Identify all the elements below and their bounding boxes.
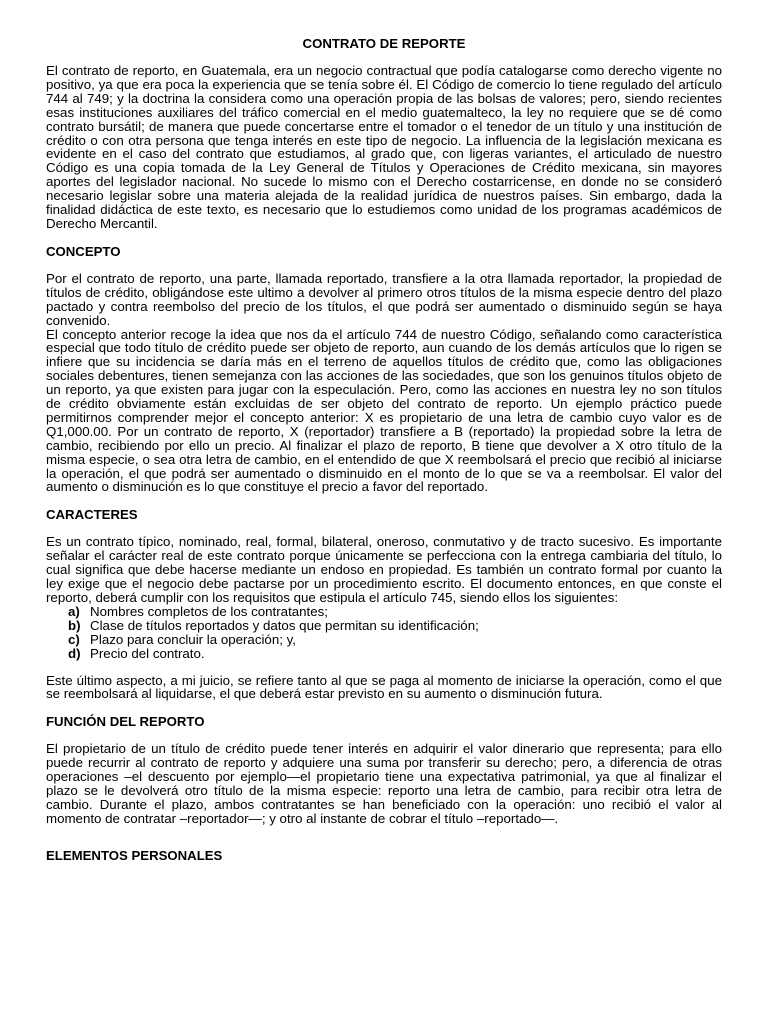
requirements-list	[46, 605, 722, 661]
list-item-text: Precio del contrato.	[90, 645, 205, 661]
list-item	[68, 619, 722, 633]
list-item	[68, 605, 722, 619]
caracteres-paragraph-1: Es un contrato típico, nominado, real, formal, bilateral, oneroso, conmutativo y de tracto sucesivo. Es importante señalar el carácter real de este contrato porque únicamente se perfecciona con la entrega cambiaria del título, lo cual significa que debe hacerse mediante un endoso en propiedad. Es también un contrato formal por cuanto la ley exige que el negocio debe pactarse por un procedimiento escrito. El documento entonces, en que conste el reporto, deberá cumplir con los requisitos que estipula el artículo 745, siendo ellos los siguientes:	[46, 534, 722, 605]
heading-caracteres: CARACTERES	[46, 507, 138, 523]
concepto-paragraph-1: Por el contrato de reporto, una parte, llamada reportado, transfiere a la otra llamada reportador, la propiedad de títulos de crédito, obligándose este ultimo a devolver al primero otros títulos de la misma especie dentro del plazo pactado y contra reembolso del precio de los títulos, el que podrá ser aumentado o disminuido según se haya convenido.	[46, 270, 722, 328]
heading-concepto: CONCEPTO	[46, 243, 121, 259]
list-item-text: Clase de títulos reportados y datos que permitan su identificación;	[90, 617, 479, 633]
intro-paragraph: El contrato de reporto, en Guatemala, era un negocio contractual que podía catalogarse como derecho vigente no positivo, ya que era poca la experiencia que se tenía sobre él. El Código de comercio lo tiene regulado del artículo 744 al 749; y la doctrina la considera como una operación propia de las bolsas de valores; pero, siendo recientes esas instituciones auxiliares del tráfico comercial en el medio guatemalteco, la ley no requiere que se dé como contrato bursátil; de manera que puede concertarse entre el tomador o el tenedor de un título y una institución de crédito o con otra persona que tenga interés en este tipo de negocio. La influencia de la legislación mexicana es evidente en el caso del contrato que estudiamos, al grado que, con ligeras variantes, el articulado de nuestro Código es una copia tomada de la Ley General de Títulos y Operaciones de Crédito mexicana, sin mayores aportes del legislador nacional. No sucede lo mismo con el Derecho costarricense, en donde no se consideró necesario legislar sobre una materia alejada de la realidad jurídica de nuestros países. Sin embargo, dada la finalidad didáctica de este texto, es necesario que lo estudiemos como unidad de los programas académicos de Derecho Mercantil.	[46, 63, 722, 231]
list-item-marker: d)	[68, 645, 81, 661]
heading-elementos: ELEMENTOS PERSONALES	[46, 847, 223, 863]
list-item	[68, 647, 722, 661]
concepto-paragraph-2: El concepto anterior recoge la idea que nos da el artículo 744 de nuestro Código, señalando como característica especial que todo título de crédito puede ser objeto de reporto, aun cuando de los demás artículos que lo rigen se infiere que su incidencia se daría más en el terreno de aquellos títulos de crédito que, como las obligaciones sociales debentures, tienen semejanza con las acciones de las sociedades, que son los genuinos títulos objeto de un reporto, ya que existen para jugar con la especulación. Pero, como las acciones en nuestra ley no son títulos de crédito obviamente están excluidas de ser objeto del contrato de reporto. Un ejemplo práctico puede permitirnos comprender mejor el concepto anterior: X es propietario de una letra de cambio cuyo valor es de Q1,000.00. Por un contrato de reporto, X (reportador) transfiere a B (reportado) la propiedad sobre la letra de cambio, recibiendo por ello un precio. Al finalizar el plazo de reporto, B tiene que devolver a X otro título de la misma especie, o sea otra letra de cambio, en el entendido de que X reembolsará el precio que recibió al iniciarse la operación, el que podrá ser aumentado o disminuido en el monto de lo que se va a reembolsar. El valor del aumento o disminución es lo que constituye el precio a favor del reportado.	[46, 326, 722, 495]
heading-funcion: FUNCIÓN DEL REPORTO	[46, 714, 205, 730]
list-item-text: Plazo para concluir la operación; y,	[90, 631, 296, 647]
funcion-paragraph: El propietario de un título de crédito puede tener interés en adquirir el valor dinerario que representa; para ello puede recurrir al contrato de reporto y adquiere una suma por transferir su derecho; pero, a diferencia de otras operaciones –el descuento por ejemplo—el propietario tiene una expectativa patrimonial, ya que al finalizar el plazo se le devolverá otro título de la misma especie: reporto una letra de cambio, para recibir otra letra de cambio. Durante el plazo, ambos contratantes se han beneficiado con la operación: uno recibió el valor al momento de contratar –reportador—; y otro al instante de cobrar el título –reportado—.	[46, 741, 722, 826]
list-item-marker: b)	[68, 617, 81, 633]
list-item-marker: a)	[68, 603, 80, 619]
document-page	[46, 36, 722, 876]
list-item-marker: c)	[68, 631, 80, 647]
list-item	[68, 633, 722, 647]
document-title: CONTRATO DE REPORTE	[302, 36, 466, 51]
caracteres-paragraph-2: Este último aspecto, a mi juicio, se refiere tanto al que se paga al momento de iniciarse la operación, como el que se reembolsará al liquidarse, el que deberá estar previsto en su aumento o disminución futura.	[46, 672, 722, 702]
list-item-text: Nombres completos de los contratantes;	[90, 603, 328, 619]
